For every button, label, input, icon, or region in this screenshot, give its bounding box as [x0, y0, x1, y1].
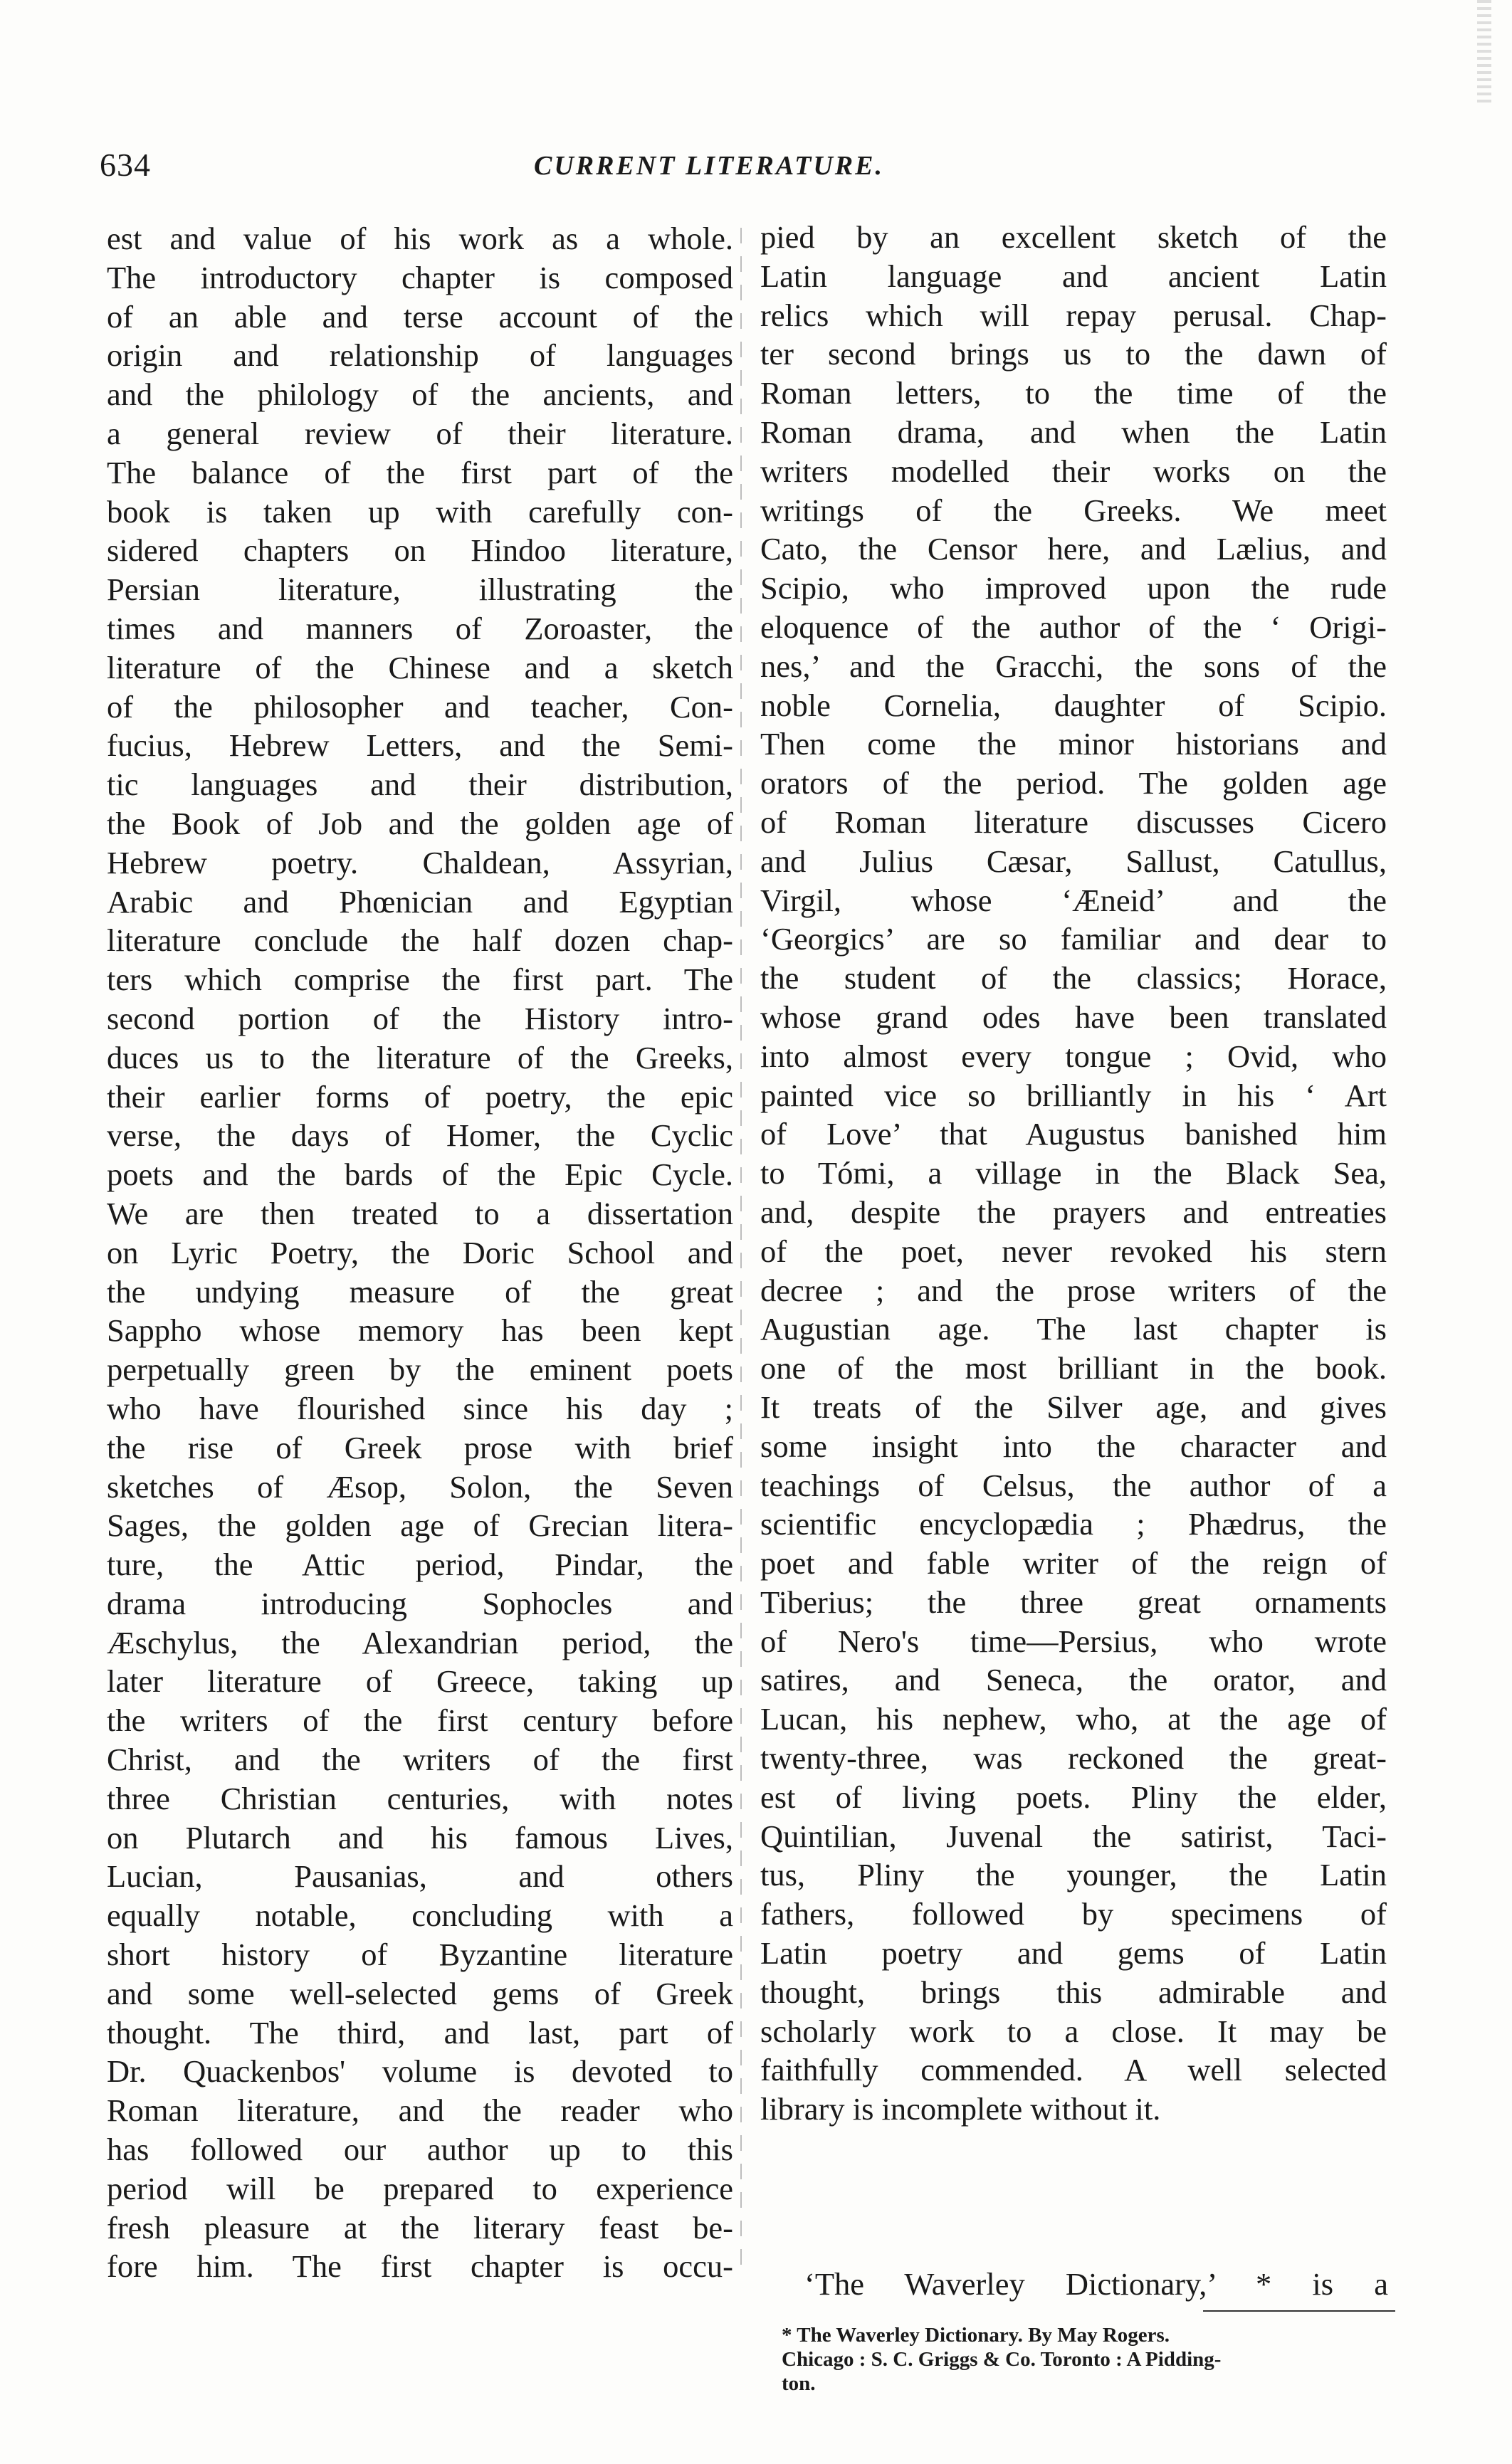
text-line: Tiberius; the three great ornaments	[760, 1584, 1387, 1620]
text-line: the writers of the first century before	[107, 1702, 733, 1739]
text-line: period will be prepared to experience	[107, 2170, 733, 2206]
text-line: nes,’ and the Gracchi, the sons of the	[760, 648, 1387, 684]
text-line: to Tómi, a village in the Black Sea,	[760, 1155, 1387, 1191]
footnote	[782, 2323, 1394, 2396]
right-column	[760, 218, 1387, 2129]
text-line: drama introducing Sophocles and	[107, 1585, 733, 1621]
text-line: second portion of the History intro-	[107, 1000, 733, 1036]
text-line: Roman letters, to the time of the	[760, 375, 1387, 411]
text-line: times and manners of Zoroaster, the	[107, 610, 733, 646]
text-line: of Nero's time—Persius, who wrote	[760, 1623, 1387, 1659]
text-line: Virgil, whose ‘Æneid’ and the	[760, 882, 1387, 918]
text-line: noble Cornelia, daughter of Scipio.	[760, 687, 1387, 723]
text-line: has followed our author up to this	[107, 2132, 733, 2168]
text-line: teachings of Celsus, the author of a	[760, 1467, 1387, 1503]
text-line: verse, the days of Homer, the Cyclic	[107, 1117, 733, 1154]
text-line: the undying measure of the great	[107, 1273, 733, 1310]
text-line: and, despite the prayers and entreaties	[760, 1194, 1387, 1230]
text-line: library is incomplete without it.	[760, 2091, 1161, 2127]
text-line: thought, brings this admirable and	[760, 1974, 1387, 2010]
text-line: ture, the Attic period, Pindar, the	[107, 1547, 733, 1583]
text-line: twenty-three, was reckoned the great-	[760, 1740, 1387, 1776]
text-line: fucius, Hebrew Letters, and the Semi-	[107, 727, 733, 764]
text-line: Æschylus, the Alexandrian period, the	[107, 1624, 733, 1660]
text-line: Roman literature, and the reader who	[107, 2092, 733, 2129]
text-line: perpetually green by the eminent poets	[107, 1352, 733, 1388]
text-line: est of living poets. Pliny the elder,	[760, 1779, 1387, 1815]
text-line: the Book of Job and the golden age of	[107, 805, 733, 841]
text-line: sketches of Æsop, Solon, the Seven	[107, 1468, 733, 1505]
text-line: on Lyric Poetry, the Doric School and	[107, 1234, 733, 1270]
text-line: short history of Byzantine literature	[107, 1937, 733, 1973]
text-line: Quintilian, Juvenal the satirist, Taci-	[760, 1818, 1387, 1854]
text-line: Persian literature, illustrating the	[107, 572, 733, 608]
text-line: Roman drama, and when the Latin	[760, 414, 1387, 450]
text-line: fresh pleasure at the literary feast be-	[107, 2209, 733, 2245]
text-line: some insight into the character and	[760, 1428, 1387, 1464]
text-line: The balance of the first part of the	[107, 454, 733, 490]
left-column	[107, 219, 733, 2286]
text-line: one of the most brilliant in the book.	[760, 1350, 1387, 1386]
text-line: of Roman literature discusses Cicero	[760, 804, 1387, 840]
scan-margin-mark	[1477, 0, 1491, 107]
text-line: who have flourished since his day ;	[107, 1390, 733, 1426]
text-line: of an able and terse account of the	[107, 298, 733, 335]
text-line: Sages, the golden age of Grecian litera-	[107, 1507, 733, 1544]
text-line: scientific encyclopædia ; Phædrus, the	[760, 1506, 1387, 1542]
text-line: ters which comprise the first part. The	[107, 962, 733, 998]
text-line: Lucian, Pausanias, and others	[107, 1858, 733, 1895]
text-line: of the poet, never revoked his stern	[760, 1233, 1387, 1269]
text-line: equally notable, concluding with a	[107, 1897, 733, 1934]
text-line: Arabic and Phœnician and Egyptian	[107, 883, 733, 920]
text-line: satires, and Seneca, the orator, and	[760, 1662, 1387, 1698]
text-line: Sappho whose memory has been kept	[107, 1312, 733, 1349]
text-line: thought. The third, and last, part of	[107, 2014, 733, 2050]
text-line: tus, Pliny the younger, the Latin	[760, 1857, 1387, 1893]
text-line: painted vice so brilliantly in his ‘ Art	[760, 1077, 1387, 1113]
text-line: three Christian centuries, with notes	[107, 1780, 733, 1816]
footnote-line: ton.	[782, 2372, 816, 2395]
text-line: Scipio, who improved upon the rude	[760, 570, 1387, 606]
text-line: Hebrew poetry. Chaldean, Assyrian,	[107, 844, 733, 880]
text-line: The introductory chapter is composed	[107, 259, 733, 295]
text-line: orators of the period. The golden age	[760, 765, 1387, 801]
text-line: duces us to the literature of the Greeks,	[107, 1039, 733, 1075]
text-line: the student of the classics; Horace,	[760, 960, 1387, 996]
text-line: book is taken up with carefully con-	[107, 493, 733, 530]
text-line: origin and relationship of languages	[107, 337, 733, 374]
text-line: relics which will repay perusal. Chap-	[760, 297, 1387, 333]
text-line: poets and the bards of the Epic Cycle.	[107, 1157, 733, 1193]
text-line: literature conclude the half dozen chap-	[107, 922, 733, 959]
text-line: writings of the Greeks. We meet	[760, 492, 1387, 528]
next-review-opening: ‘The Waverley Dictionary,’ * is a	[804, 2266, 1388, 2302]
text-line: tic languages and their distribution,	[107, 767, 733, 803]
text-line: ter second brings us to the dawn of	[760, 336, 1387, 372]
text-line: eloquence of the author of the ‘ Origi-	[760, 609, 1387, 645]
text-line: scholarly work to a close. It may be	[760, 2013, 1387, 2049]
text-line: est and value of his work as a whole.	[107, 221, 733, 256]
text-line: later literature of Greece, taking up	[107, 1663, 733, 1700]
text-line: fore him. The first chapter is occu-	[107, 2248, 733, 2285]
text-line: We are then treated to a dissertation	[107, 1195, 733, 1231]
text-line: writers modelled their works on the	[760, 453, 1387, 489]
text-line: fathers, followed by specimens of	[760, 1896, 1387, 1932]
text-line: of Love’ that Augustus banished him	[760, 1116, 1387, 1152]
text-line: pied by an excellent sketch of the	[760, 219, 1387, 255]
text-line: faithfully commended. A well selected	[760, 2052, 1387, 2088]
text-line: on Plutarch and his famous Lives,	[107, 1819, 733, 1855]
text-line: and some well-selected gems of Greek	[107, 1975, 733, 2011]
text-line: and Julius Cæsar, Sallust, Catullus,	[760, 843, 1387, 879]
text-line: Latin poetry and gems of Latin	[760, 1935, 1387, 1971]
text-line: into almost every tongue ; Ovid, who	[760, 1038, 1387, 1074]
footnote-rule	[1203, 2310, 1395, 2312]
running-head: CURRENT LITERATURE.	[534, 151, 884, 181]
text-line: ‘Georgics’ are so familiar and dear to	[760, 921, 1387, 957]
text-line: a general review of their literature.	[107, 415, 733, 451]
text-line: literature of the Chinese and a sketch	[107, 649, 733, 685]
text-line: Dr. Quackenbos' volume is devoted to	[107, 2053, 733, 2090]
text-line: decree ; and the prose writers of the	[760, 1272, 1387, 1308]
text-line: and the philology of the ancients, and	[107, 377, 733, 413]
text-line: Augustian age. The last chapter is	[760, 1311, 1387, 1347]
text-line: Latin language and ancient Latin	[760, 258, 1387, 294]
footnote-line: Chicago : S. C. Griggs & Co. Toronto : A Pidding-	[782, 2348, 1222, 2371]
page-number: 634	[100, 147, 151, 183]
text-line: sidered chapters on Hindoo literature,	[107, 532, 733, 569]
footnote-line: * The Waverley Dictionary. By May Rogers.	[782, 2324, 1170, 2347]
text-line: It treats of the Silver age, and gives	[760, 1389, 1387, 1425]
column-divider	[740, 228, 742, 2278]
text-line: of the philosopher and teacher, Con-	[107, 688, 733, 725]
text-line: whose grand odes have been translated	[760, 999, 1387, 1035]
text-line: their earlier forms of poetry, the epic	[107, 1078, 733, 1115]
text-line: poet and fable writer of the reign of	[760, 1545, 1387, 1581]
text-line: the rise of Greek prose with brief	[107, 1429, 733, 1465]
text-line: Christ, and the writers of the first	[107, 1742, 733, 1778]
text-line: Then come the minor historians and	[760, 726, 1387, 762]
text-line: Cato, the Censor here, and Lælius, and	[760, 531, 1387, 567]
text-line: Lucan, his nephew, who, at the age of	[760, 1701, 1387, 1737]
page-header	[100, 146, 1395, 189]
